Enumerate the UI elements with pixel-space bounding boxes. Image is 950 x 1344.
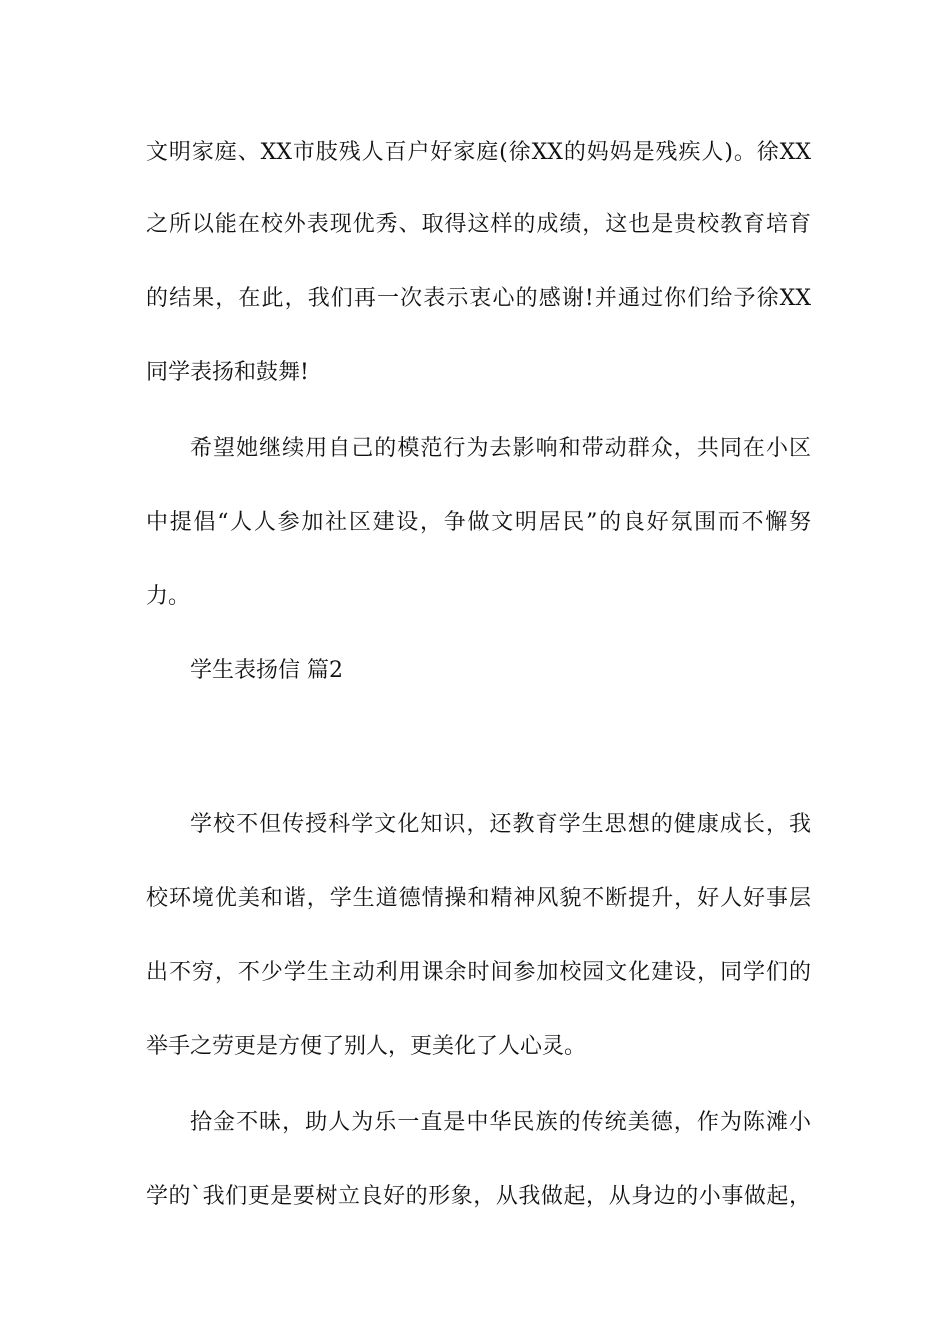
paragraph-2-line-2: 中提倡“人人参加社区建设，争做文明居民”的良好氛围而不懈努 xyxy=(146,510,811,535)
paragraph-3-line-2: 校环境优美和谐，学生道德情操和精神风貌不断提升，好人好事层 xyxy=(146,886,811,911)
paragraph-1-line-1: 文明家庭、XX市肢残人百户好家庭(徐XX的妈妈是残疾人)。徐XX xyxy=(146,140,811,165)
paragraph-1-line-2: 之所以能在校外表现优秀、取得这样的成绩，这也是贵校教育培育 xyxy=(146,212,811,237)
paragraph-3-line-1: 学校不但传授科学文化知识，还教育学生思想的健康成长，我 xyxy=(190,812,811,837)
section-heading: 学生表扬信 篇2 xyxy=(190,658,343,683)
paragraph-4-line-1: 拾金不昧，助人为乐一直是中华民族的传统美德，作为陈滩小 xyxy=(190,1110,811,1135)
paragraph-2-line-1: 希望她继续用自己的模范行为去影响和带动群众，共同在小区 xyxy=(190,436,811,461)
paragraph-3-line-4: 举手之劳更是方便了别人，更美化了人心灵。 xyxy=(146,1034,587,1059)
paragraph-1-line-4: 同学表扬和鼓舞! xyxy=(146,360,309,385)
paragraph-2-line-3: 力。 xyxy=(146,584,191,609)
paragraph-1-line-3: 的结果，在此，我们再一次表示衷心的感谢!并通过你们给予徐XX xyxy=(146,286,811,311)
paragraph-4-line-2: 学的`我们更是要树立良好的形象，从我做起，从身边的小事做起， xyxy=(146,1184,811,1209)
paragraph-3-line-3: 出不穷，不少学生主动利用课余时间参加校园文化建设，同学们的 xyxy=(146,960,811,985)
